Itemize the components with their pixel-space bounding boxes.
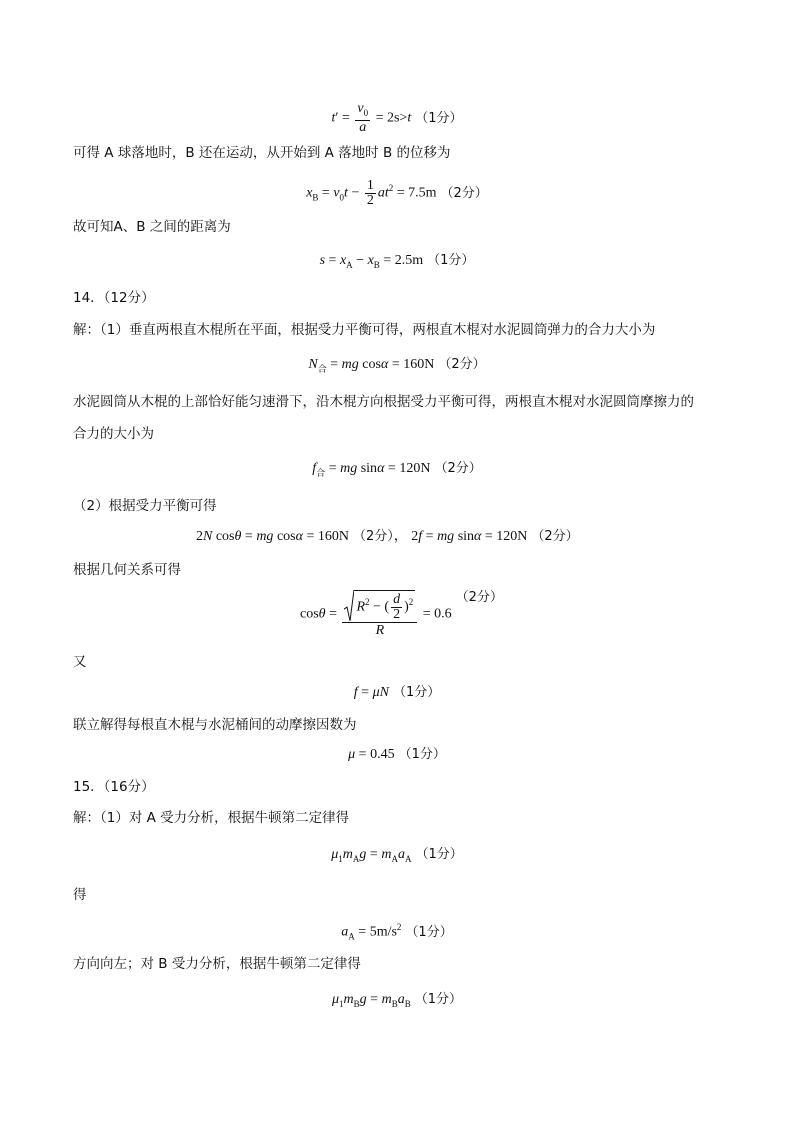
paragraph-text: 方向向左；对 B 受力分析，根据牛顿第二定律得 — [73, 956, 361, 972]
equation-mu: μ = 0.45 （1分） — [348, 747, 446, 762]
points-label: （1分） — [427, 253, 475, 268]
paragraph-text: 可得 A 球落地时，B 还在运动，从开始到 A 落地时 B 的位移为 — [73, 145, 451, 161]
paragraph-text: 故可知A、B 之间的距离为 — [73, 219, 231, 235]
paragraph-text: 解：（1）垂直两根直木棍所在平面，根据受力平衡可得，两根直木棍对水泥圆筒弹力的合力大小为 — [73, 322, 656, 338]
paragraph-text: 合力的大小为 — [73, 426, 154, 442]
paragraph-text: 联立解得每根直木棍与水泥桶间的动摩擦因数为 — [73, 717, 357, 733]
equation-accel-a: $a_A = 5m/s^2$ （1分） — [341, 922, 453, 942]
points-label: （2分） — [455, 590, 503, 605]
equation-newton-b: $\mu_1m_Bg = m_Ba_B$ （1分） — [331, 992, 462, 1009]
points-label: （1分） — [415, 110, 463, 126]
points-label: （1分） — [392, 685, 441, 700]
paragraph-text: （2）根据受力平衡可得 — [73, 498, 217, 514]
points-label: （2分） — [531, 529, 579, 544]
equation-balance: 2N cosθ = mg cosα = 160N （2分）， 2f = mg sinα = 120N （2分） — [196, 529, 579, 544]
paragraph-text: 水泥圆筒从木棍的上部恰好能匀速滑下，沿木棍方向根据受力平衡可得，两根直木棍对水泥圆筒摩擦力的 — [73, 394, 694, 410]
equation-friction: $f_合$ = mg sinα = 120N （2分） — [312, 461, 482, 478]
equation-distance: $s = x_A - x_B = 2.5m$ （1分） — [319, 253, 475, 270]
equation-t-prime: t′ = $\frac{v_0}{a}$ = 2s>t （1分） — [331, 101, 463, 135]
points-label: （1分） — [414, 992, 462, 1007]
paragraph-text: 又 — [73, 654, 87, 670]
equation-xb: $x_B = v_0t$ − $\frac{1}{2}$ $at^2 = 7.5m$ （2分） — [306, 177, 488, 208]
equation-newton-a: $\mu_1m_Ag = m_Aa_A$ （1分） — [331, 847, 463, 864]
equation-f-mu-n: f = μN （1分） — [353, 685, 441, 700]
points-label: （2分） — [438, 357, 486, 372]
points-label: （1分） — [398, 747, 446, 762]
points-label: （1分） — [415, 847, 463, 862]
question-14-heading: 14．（12分） — [73, 290, 155, 306]
question-15-heading: 15．（16分） — [73, 779, 155, 795]
paragraph-text: 解：（1）对 A 受力分析，根据牛顿第二定律得 — [73, 810, 350, 826]
points-label: （2分） — [434, 461, 482, 476]
points-label: （1分） — [405, 924, 453, 940]
paragraph-text: 根据几何关系可得 — [73, 562, 181, 578]
paragraph-text: 得 — [73, 887, 87, 903]
points-label: （2分） — [440, 185, 488, 201]
equation-normal-force: $N_合$ = mg cosα = 160N （2分） — [308, 357, 486, 374]
square-root-icon — [344, 590, 354, 622]
equation-cos-theta: cosθ = $R^2$ − ( $\frac{d}{2}$ )$^2$ R = 0.6（2分） — [300, 590, 503, 638]
